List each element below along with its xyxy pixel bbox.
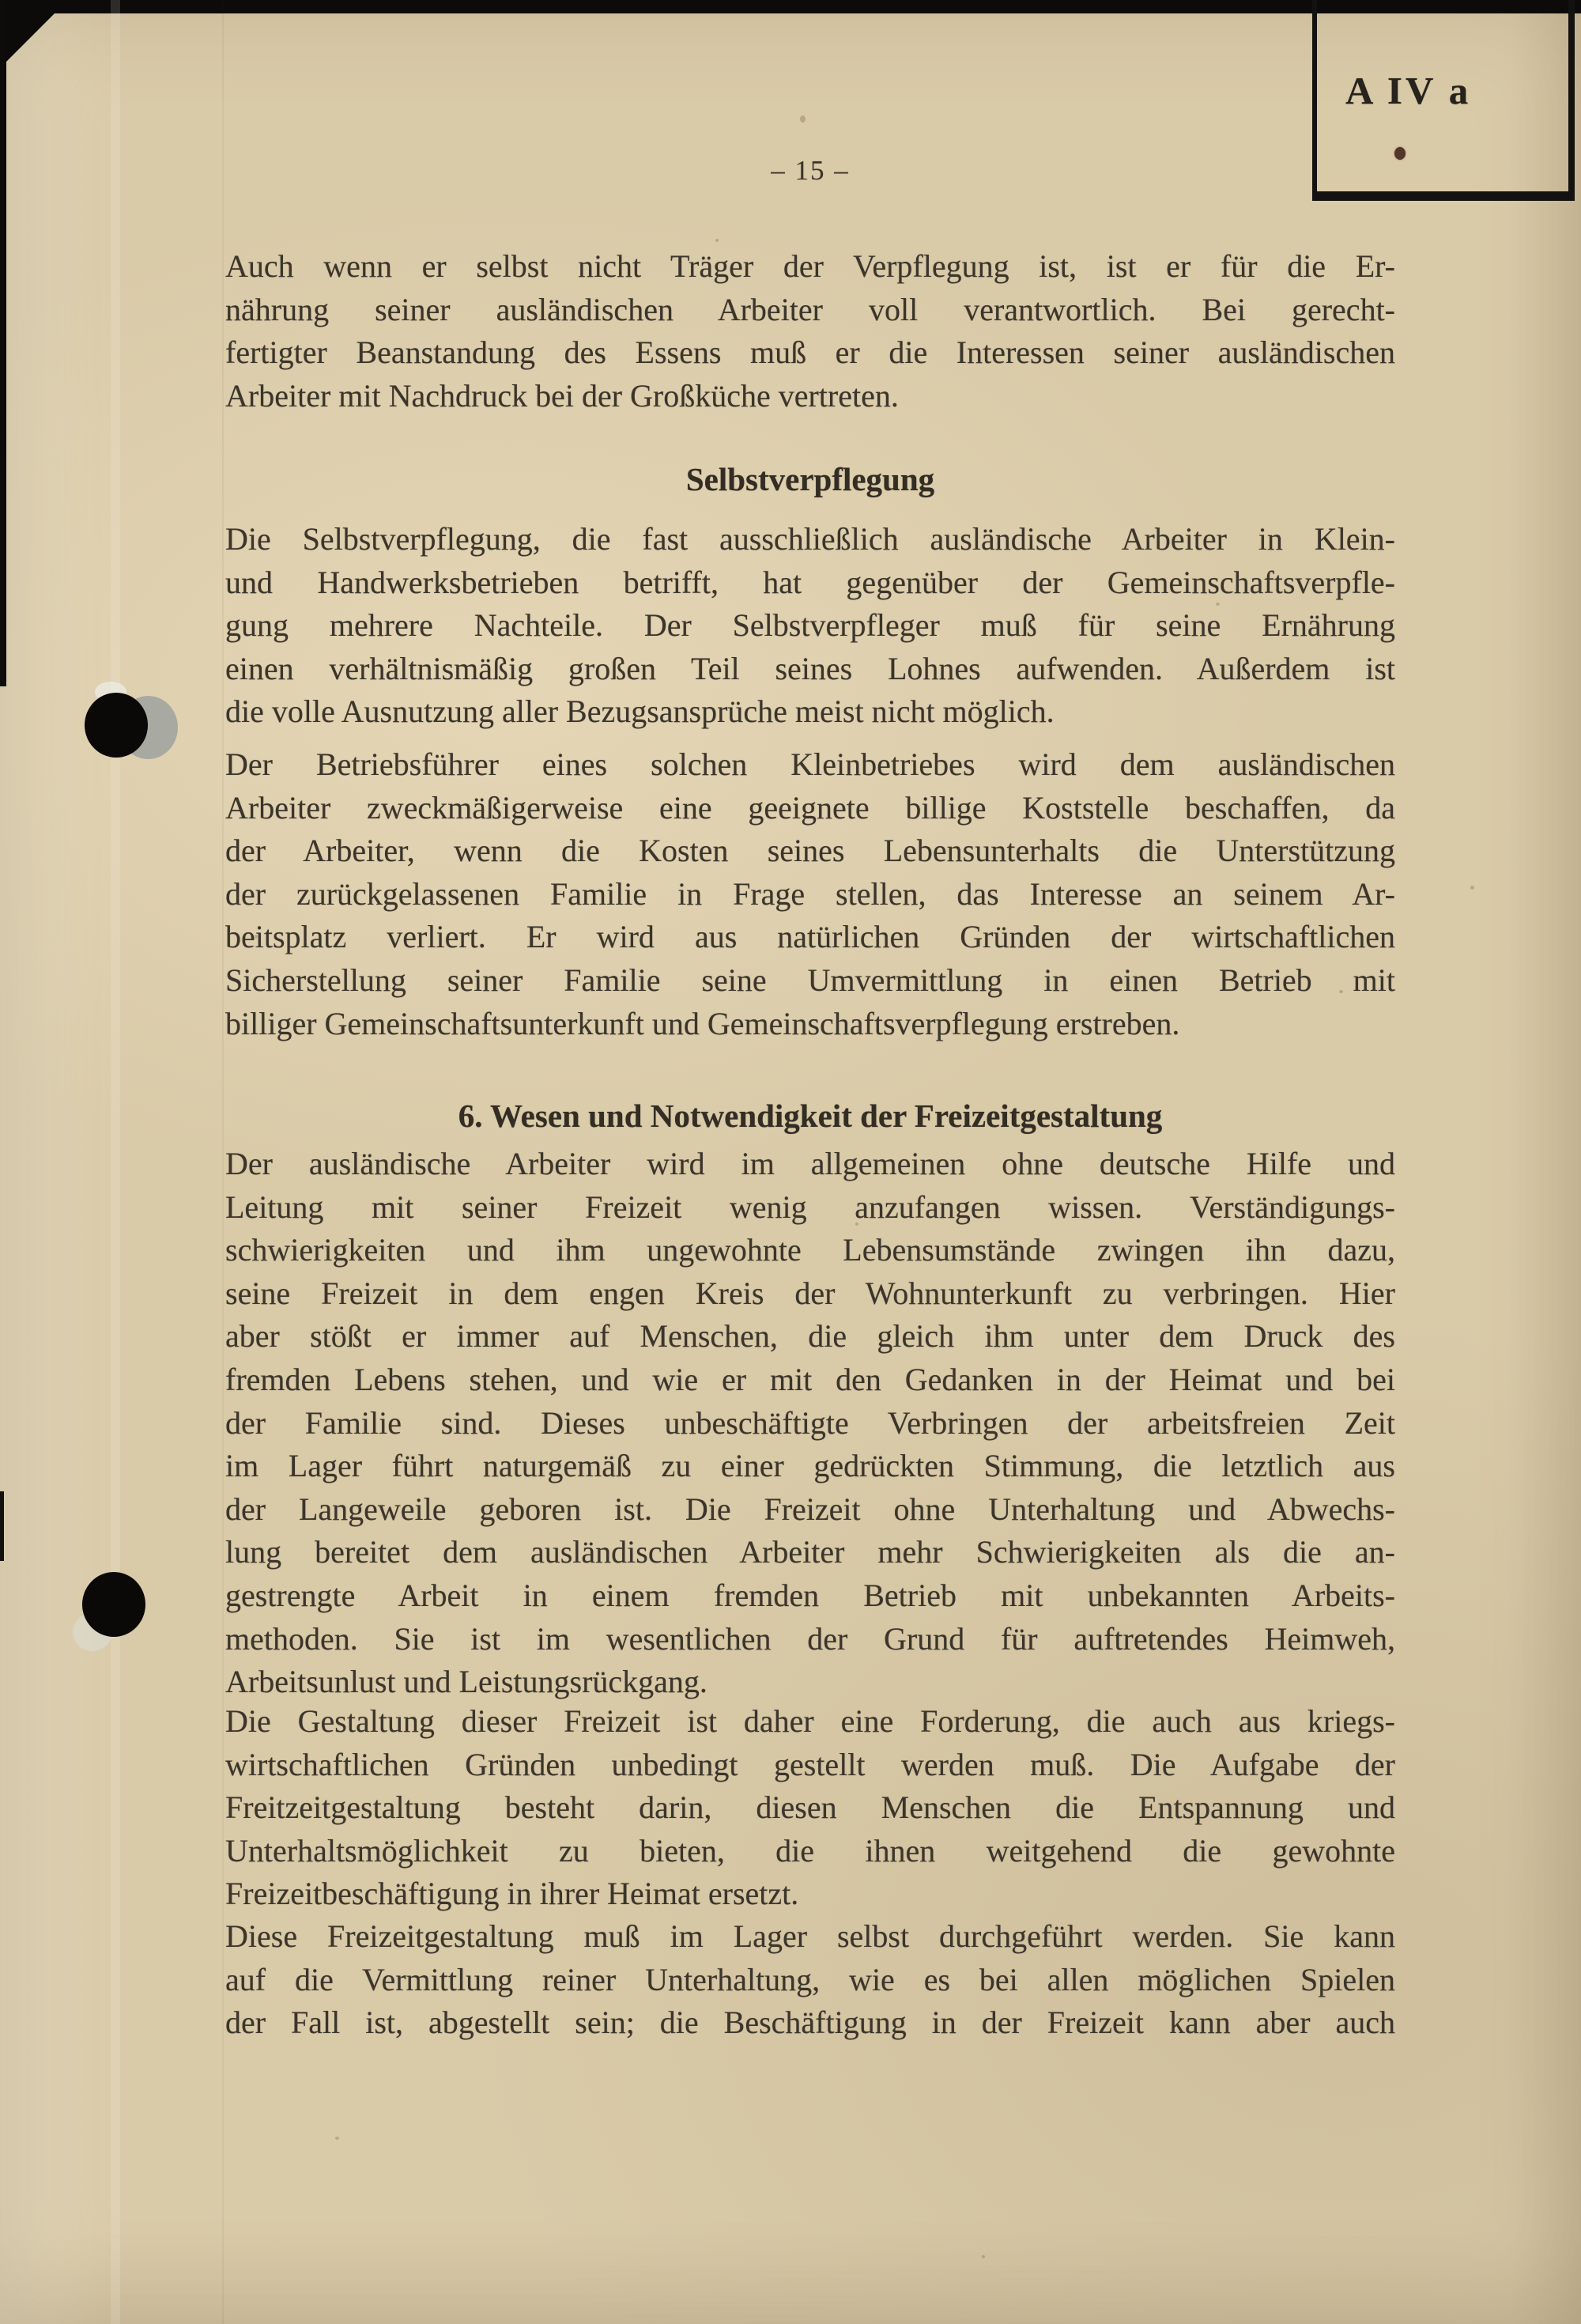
section-heading: 6. Wesen und Notwendigkeit der Freizeitgestaltung — [458, 1098, 1163, 1134]
text-line: Arbeitsunlust und Leistungsrückgang. — [225, 1664, 707, 1700]
ink-dot — [1394, 147, 1406, 160]
text-line: der Familie sind. Dieses unbeschäftigte Verbringen der arbeitsfreien Zeit — [225, 1404, 1395, 1441]
text-line: der Langeweile geboren ist. Die Freizeit ohne Unterhaltung und Abwechs- — [225, 1491, 1395, 1527]
text-line: im Lager führt naturgemäß zu einer gedrückten Stimmung, die letztlich aus — [225, 1448, 1395, 1484]
text-line: wirtschaftlichen Gründen unbedingt gestellt werden muß. Die Aufgabe der — [225, 1746, 1395, 1782]
text-line: fertigter Beanstandung des Essens muß er die Interessen seiner ausländischen — [225, 334, 1395, 371]
paragraph — [225, 518, 1395, 734]
text-line: beitsplatz verliert. Er wird aus natürlichen Gründen der wirtschaftlichen — [225, 919, 1395, 955]
text-line: Der Betriebsführer eines solchen Kleinbetriebes wird dem ausländischen — [225, 746, 1395, 782]
text-line: Diese Freizeitgestaltung muß im Lager selbst durchgeführt werden. Sie kann — [225, 1918, 1395, 1954]
paper-speck — [1339, 990, 1343, 993]
paper-speck — [1216, 603, 1220, 606]
scan-corner-shadow — [0, 0, 68, 68]
text-line: Auch wenn er selbst nicht Träger der Verpflegung ist, ist er für die Er- — [225, 248, 1395, 284]
text-line: billiger Gemeinschaftsunterkunft und Gemeinschaftsverpflegung erstreben. — [225, 1005, 1180, 1041]
scan-left-edge — [0, 0, 6, 686]
text-line: Die Gestaltung dieser Freizeit ist daher eine Forderung, die auch aus kriegs- — [225, 1703, 1395, 1739]
text-line: Der ausländische Arbeiter wird im allgemeinen ohne deutsche Hilfe und — [225, 1146, 1395, 1181]
text-line: seine Freizeit in dem engen Kreis der Wohnunterkunft zu verbringen. Hier — [225, 1275, 1395, 1311]
paper-speck — [335, 2137, 339, 2140]
text-line: auf die Vermittlung reiner Unterhaltung, wie es bei allen möglichen Spielen — [225, 1961, 1395, 1997]
text-line: Freitzeitgestaltung besteht darin, diesen Menschen die Entspannung und — [225, 1789, 1395, 1826]
text-line: methoden. Sie ist im wesentlichen der Grund für auftretendes Heimweh, — [225, 1620, 1395, 1657]
paper-crease — [222, 0, 224, 2324]
text-line: nährung seiner ausländischen Arbeiter voll verantwortlich. Bei gerecht- — [225, 291, 1395, 327]
section-tab-label: A IV a — [1345, 69, 1472, 112]
section-heading: Selbstverpflegung — [685, 461, 935, 497]
text-line: der Fall ist, abgestellt sein; die Beschäftigung in der Freizeit kann aber auch — [225, 2005, 1395, 2041]
paragraph — [225, 1700, 1395, 1916]
paper-speck — [982, 2255, 985, 2258]
text-line: der zurückgelassenen Familie in Frage stellen, das Interesse an seinem Ar- — [225, 875, 1395, 912]
paragraph — [225, 743, 1395, 1045]
paper-speck — [1470, 886, 1474, 890]
paragraph — [225, 1915, 1395, 2045]
text-line: Die Selbstverpflegung, die fast ausschließlich ausländische Arbeiter in Klein- — [225, 521, 1395, 557]
text-line: die volle Ausnutzung aller Bezugsansprüche meist nicht möglich. — [225, 693, 1055, 730]
scan-left-edge-mark — [0, 1491, 4, 1561]
text-line: Leitung mit seiner Freizeit wenig anzufangen wissen. Verständigungs- — [225, 1188, 1395, 1225]
paper-crease-light — [111, 0, 120, 2324]
text-line: und Handwerksbetrieben betrifft, hat gegenüber der Gemeinschaftsverpfle- — [225, 564, 1395, 600]
text-line: einen verhältnismäßig großen Teil seines Lohnes aufwenden. Außerdem ist — [225, 650, 1395, 686]
text-line: fremden Lebens stehen, und wie er mit den Gedanken in der Heimat und bei — [225, 1361, 1395, 1397]
text-line: schwierigkeiten und ihm ungewohnte Lebensumstände zwingen ihn dazu, — [225, 1232, 1395, 1268]
text-line: Arbeiter zweckmäßigerweise eine geeignete billige Koststelle beschaffen, da — [225, 789, 1395, 826]
paper-speck — [715, 239, 719, 242]
text-line: gestrengte Arbeit in einem fremden Betrieb mit unbekannten Arbeits- — [225, 1577, 1395, 1613]
punch-hole — [82, 1572, 145, 1637]
punch-hole — [85, 693, 148, 758]
text-line: Arbeiter mit Nachdruck bei der Großküche vertreten. — [225, 377, 899, 414]
text-line: der Arbeiter, wenn die Kosten seines Lebensunterhalts die Unterstützung — [225, 833, 1395, 869]
paper-speck — [800, 115, 806, 123]
paragraph — [225, 1143, 1395, 1704]
text-line: Sicherstellung seiner Familie seine Umvermittlung in einen Betrieb mit — [225, 962, 1395, 998]
text-line: Freizeitbeschäftigung in ihrer Heimat ersetzt. — [225, 1876, 799, 1912]
page-number: – 15 – — [771, 155, 850, 186]
text-line: Unterhaltsmöglichkeit zu bieten, die ihnen weitgehend die gewohnte — [225, 1832, 1395, 1869]
text-block — [225, 0, 1395, 2324]
paper-speck — [255, 935, 258, 939]
paragraph — [225, 245, 1395, 418]
text-line: lung bereitet dem ausländischen Arbeiter mehr Schwierigkeiten als die an- — [225, 1534, 1395, 1570]
text-line: aber stößt er immer auf Menschen, die gleich ihm unter dem Druck des — [225, 1318, 1395, 1355]
text-line: gung mehrere Nachteile. Der Selbstverpfleger muß für seine Ernährung — [225, 607, 1395, 644]
paper-speck — [855, 1222, 858, 1226]
